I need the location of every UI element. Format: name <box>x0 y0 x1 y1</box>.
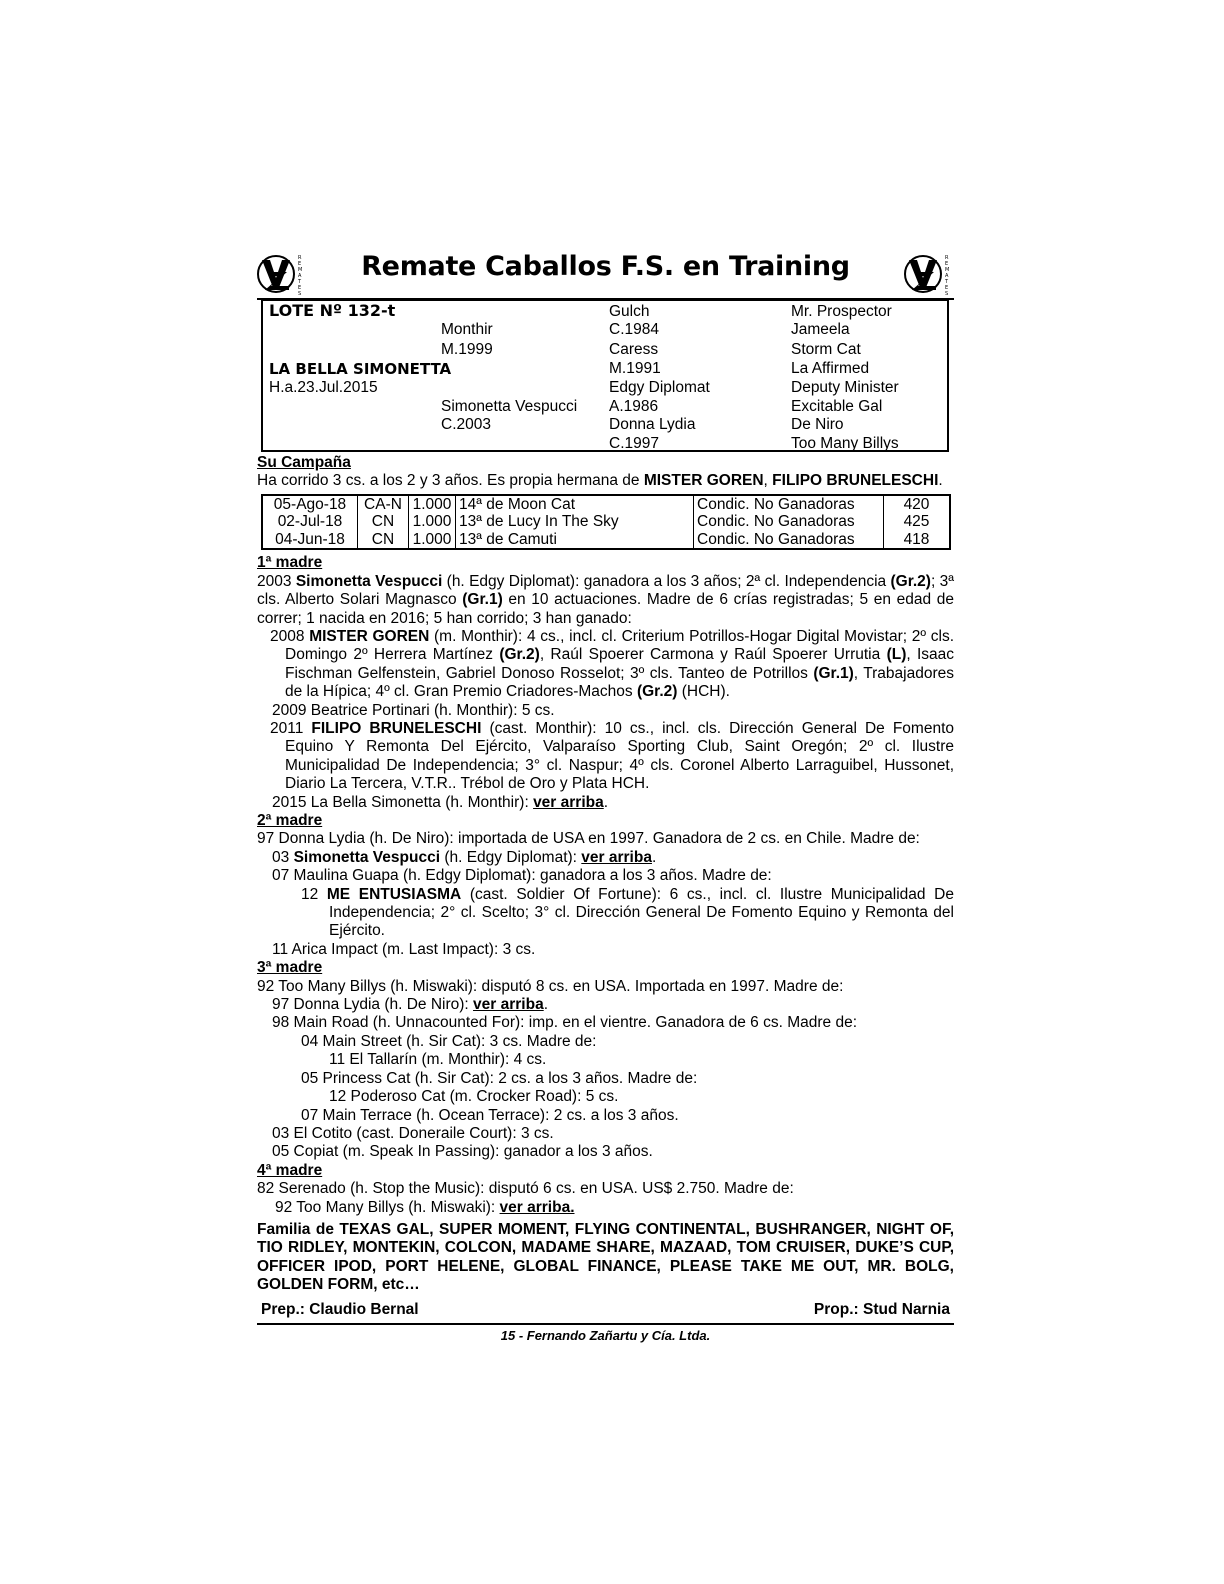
offspring-entry: 05 Copiat (m. Speak In Passing): ganador a los 3 años. <box>272 1143 653 1161</box>
horse-info: H.a.23.Jul.2015 <box>269 379 378 396</box>
dam-paragraph: 82 Serenado (h. Stop the Music): disputó 6 cs. en USA. US$ 2.750. Madre de: <box>257 1180 794 1198</box>
pedigree-cell: Jameela <box>791 321 850 338</box>
owner-label: Prop.: Stud Narnia <box>813 1300 950 1318</box>
sire-info: M.1999 <box>441 341 493 358</box>
dam-paragraph: 97 Donna Lydia (h. De Niro): importada de USA en 1997. Ganadora de 2 cs. en Chile. Madre de: <box>257 830 920 848</box>
pedigree-cell: A.1986 <box>609 398 659 415</box>
offspring-entry: 2008 MISTER GOREN (m. Monthir): 4 cs., incl. cl. Criterium Potrillos-Hogar Digital Movistar; 2º cls. Domingo 2º Herrera Martínez (Gr.2), Raúl Spoerer Carmona y Raúl Spoerer Urrutia (L), Isaac Fischman Gelfenstein, Gabriel Donoso Rosselot; 3º cls. Tanteo de Potrillos (Gr.1), Trabajadores de la Hípica; 4º cl. Gran Premio Criadores-Machos (Gr.2) (HCH). <box>270 627 955 701</box>
offspring-entry: 2015 La Bella Simonetta (h. Monthir): ver arriba. <box>272 793 609 811</box>
races-table <box>261 494 951 551</box>
remates-logo-icon <box>904 252 954 296</box>
offspring-entry: 97 Donna Lydia (h. De Niro): ver arriba. <box>272 996 549 1014</box>
table-row <box>262 495 950 514</box>
fourth-dam-section <box>257 1162 954 1217</box>
offspring-entry: 98 Main Road (h. Unnacounted For): imp. en el vientre. Ganadora de 6 cs. Madre de: <box>272 1014 858 1032</box>
pedigree-cell: De Niro <box>791 416 844 433</box>
dam-info: C.2003 <box>441 416 491 433</box>
race-condition: Condic. No Ganadoras <box>694 495 884 514</box>
race-track: CA-N <box>358 495 409 514</box>
pedigree-cell: Gulch <box>609 303 650 320</box>
race-date: 05-Ago-18 <box>273 495 347 513</box>
svg-text:A: A <box>945 273 949 279</box>
offspring-entry: 07 Maulina Guapa (h. Edgy Diplomat): ganadora a los 3 años. Madre de: <box>272 867 772 885</box>
offspring-entry: 2011 FILIPO BRUNELESCHI (cast. Monthir): 10 cs., incl. cls. Dirección General De Fomento Equino Y Remonta Del Ejército, Valparaíso Sporting Club, Saint Oregón; 2º cl. Ilustre Municipalidad De Independencia; 3° cl. Naspur; 4º cls. Coronel Alberto Larraguibel, Hussonet, Diario La Tercera, V.T.R.. Trébol de Oro y Plata HCH. <box>270 719 954 793</box>
race-date: 04-Jun-18 <box>275 530 345 548</box>
footer-row <box>257 1301 954 1325</box>
offspring-entry: 2009 Beatrice Portinari (h. Monthir): 5 cs. <box>272 701 555 719</box>
dam-paragraph: 2003 Simonetta Vespucci (h. Edgy Diplomat): ganadora a los 3 años; 2ª cl. Independencia (Gr.2); 3ª cls. Alberto Solari Magnasco (Gr.1) en 10 actuaciones. Madre de 6 crías registradas; 5 en edad de correr; 1 nacida en 2016; 5 han corrido; 3 han ganado: <box>257 572 954 627</box>
family-paragraph: Familia de TEXAS GAL, SUPER MOMENT, FLYING CONTINENTAL, BUSHRANGER, NIGHT OF, TIO RIDLEY, MONTEKIN, COLCON, MADAME SHARE, MAZAAD, TOM CRUISER, DUKE’S CUP, OFFICER IPOD, PORT HELENE, GLOBAL FINANCE, PLEASE TAKE ME OUT, MR. BOLG, GOLDEN FORM, etc… <box>257 1220 954 1294</box>
svg-text:E: E <box>298 285 302 291</box>
race-result: 13ª de Lucy In The Sky <box>456 513 694 531</box>
see-above-link[interactable]: ver arriba <box>473 996 544 1014</box>
see-above-link[interactable]: ver arriba <box>581 848 652 866</box>
pedigree-box <box>261 300 949 452</box>
offspring-entry: 12 Poderoso Cat (m. Crocker Road): 5 cs. <box>329 1088 619 1106</box>
race-result: 14ª de Moon Cat <box>456 495 694 514</box>
pedigree-cell: La Affirmed <box>791 360 870 377</box>
section-title: Su Campaña <box>257 454 351 471</box>
offspring-entry: 11 El Tallarín (m. Monthir): 4 cs. <box>329 1051 547 1069</box>
svg-text:T: T <box>945 279 949 285</box>
section-title: 1ª madre <box>257 554 323 572</box>
third-dam-section <box>257 959 954 1161</box>
pedigree-cell: Donna Lydia <box>609 416 696 433</box>
race-track: CN <box>358 513 409 531</box>
race-weight: 425 <box>884 513 951 531</box>
section-title: 3ª madre <box>257 959 323 977</box>
horse-name: LA BELLA SIMONETTA <box>269 360 452 378</box>
document-title: Remate Caballos F.S. en Training <box>361 251 850 282</box>
svg-text:T: T <box>298 279 302 285</box>
svg-text:R: R <box>945 255 949 261</box>
pedigree-cell: Excitable Gal <box>791 398 883 415</box>
svg-text:E: E <box>945 285 949 291</box>
race-condition: Condic. No Ganadoras <box>694 531 884 550</box>
pedigree-cell: M.1991 <box>609 360 661 377</box>
offspring-entry: 04 Main Street (h. Sir Cat): 3 cs. Madre de: <box>301 1032 597 1050</box>
race-date: 02-Jul-18 <box>277 513 343 531</box>
pedigree-cell: Deputy Minister <box>791 379 899 396</box>
table-row <box>262 513 950 531</box>
svg-text:E: E <box>298 261 302 267</box>
section-title: 2ª madre <box>257 812 323 829</box>
offspring-entry: 92 Too Many Billys (h. Miswaki): ver arriba. <box>275 1198 575 1216</box>
pedigree-cell: C.1997 <box>609 435 659 452</box>
svg-text:S: S <box>298 291 302 296</box>
second-dam-section <box>257 812 954 959</box>
svg-text:R: R <box>298 255 302 261</box>
svg-text:M: M <box>945 267 950 273</box>
race-condition: Condic. No Ganadoras <box>694 513 884 531</box>
svg-text:E: E <box>945 261 949 267</box>
race-result: 13ª de Camuti <box>456 531 694 550</box>
page-footer: 15 - Fernando Zañartu y Cía. Ltda. <box>500 1327 711 1343</box>
offspring-entry: 03 Simonetta Vespucci (h. Edgy Diplomat): ver arriba. <box>272 848 657 866</box>
lot-number: LOTE Nº 132-t <box>269 301 396 320</box>
race-distance: 1.000 <box>409 513 456 531</box>
offspring-entry: 03 El Cotito (cast. Doneraile Court): 3 cs. <box>272 1124 554 1142</box>
offspring-entry: 05 Princess Cat (h. Sir Cat): 2 cs. a los 3 años. Madre de: <box>301 1069 698 1087</box>
pedigree-cell: Caress <box>609 341 659 358</box>
campaign-text: Ha corrido 3 cs. a los 2 y 3 años. Es propia hermana de MISTER GOREN, FILIPO BRUNELESCHI. <box>257 472 943 490</box>
see-above-link[interactable]: ver arriba <box>533 793 604 811</box>
trainer-label: Prep.: Claudio Bernal <box>261 1300 419 1318</box>
race-track: CN <box>358 531 409 550</box>
offspring-entry: 11 Arica Impact (m. Last Impact): 3 cs. <box>272 940 536 958</box>
offspring-entry: 07 Main Terrace (h. Ocean Terrace): 2 cs. a los 3 años. <box>301 1106 679 1124</box>
svg-text:S: S <box>945 291 949 296</box>
dam-name: Simonetta Vespucci <box>441 398 578 415</box>
race-distance: 1.000 <box>409 531 456 550</box>
sire-name: Monthir <box>441 321 493 338</box>
pedigree-cell: C.1984 <box>609 321 659 338</box>
pedigree-cell: Edgy Diplomat <box>609 379 710 396</box>
header <box>257 250 954 300</box>
race-weight: 418 <box>884 531 951 550</box>
campaign-section <box>257 454 954 550</box>
first-dam-section <box>257 554 954 812</box>
race-distance: 1.000 <box>409 495 456 514</box>
pedigree-cell: Too Many Billys <box>791 435 899 452</box>
see-above-link[interactable]: ver arriba. <box>499 1198 575 1216</box>
document-page <box>257 250 954 1345</box>
table-row <box>262 531 950 550</box>
offspring-entry: 12 ME ENTUSIASMA (cast. Soldier Of Fortune): 6 cs., incl. cl. Ilustre Municipalidad De Independencia; 2° cl. Scelto; 3° cl. Dirección General De Fomento Equino y Remonta del Ejército. <box>301 885 954 940</box>
dam-paragraph: 92 Too Many Billys (h. Miswaki): disputó 8 cs. en USA. Importada en 1997. Madre de: <box>257 977 844 995</box>
pedigree-cell: Storm Cat <box>791 341 861 358</box>
race-weight: 420 <box>884 495 951 514</box>
svg-text:A: A <box>298 273 302 279</box>
section-title: 4ª madre <box>257 1161 323 1179</box>
svg-text:M: M <box>298 267 303 273</box>
pedigree-cell: Mr. Prospector <box>791 303 892 320</box>
